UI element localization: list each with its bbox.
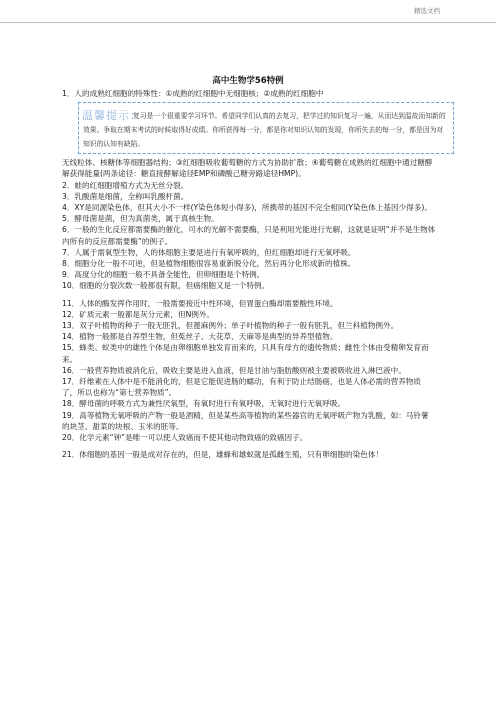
item-1-cont: 无线粒体、核糖体等细胞器结构；③红细胞吸收葡萄糖的方式为协助扩散；④葡萄糖在成熟的红细胞中通过糖酵解获得能量(两条途径：糖直接酵解途径EMP和磷酸己糖旁路途径HMP)。 <box>62 158 433 179</box>
tip-box <box>78 102 454 154</box>
page-header <box>0 0 496 23</box>
item-12: 12．矿质元素一般都是灰分元素，但N例外。 <box>62 309 215 319</box>
tip-text-wrapper <box>83 109 449 151</box>
item-20: 20．化学元素“钟”是唯一可以使人致癌而不使其他动物致癌的致癌因子。 <box>62 433 308 443</box>
document-body <box>62 88 446 460</box>
item-6: 6．一般的生化反应都需要酶的催化，可水的光解不需要酶，只是利用光能进行光解，这就是证明“并不是生物体内所有的反应都需要酶”的例子。 <box>62 225 436 246</box>
item-1: 1．人的成熟红细胞的特殊性：①成熟的红细胞中无细胞核；②成熟的红细胞中 <box>62 89 324 98</box>
item-21: 21．体细胞的基因一般是成对存在的，但是，雄蜂和雄蚁就是孤雌生殖，只有卵细胞的染色体！ <box>62 450 384 460</box>
item-9: 9．高度分化的细胞一般不具备全能性，但卵细胞是个特例。 <box>62 270 265 280</box>
item-13: 13．双子叶植物的种子一般无胚乳，但蓖麻例外；单子叶植物的种子一般有胚乳，但兰科植物例外。 <box>62 321 399 331</box>
item-5: 5．酵母菌是菌，但为真菌类，属于真核生物。 <box>62 214 219 224</box>
item-15: 15．蜂类、蚁类中的雄性个体是由卵细胞单独发育而来的，只具有母方的遗传物质；雌性个体由受精卵发育而来。 <box>62 343 429 364</box>
tip-text: 复习是一个很重要学习环节。希望同学们认真的去复习，把学过的知识复习一遍，从而达到温故而知新的效果。争取在期末考试的时候取得好成绩。你所获得每一分，都是你对知识认知的发现，你所失去的每一分，都是因为对知识的认知有缺陷。 <box>83 112 446 149</box>
item-3: 3．乳酸菌是细菌，全称叫乳酸杆菌。 <box>62 191 189 201</box>
header-label: 精选文档 <box>414 7 440 15</box>
item-10: 10．细胞的分裂次数一般都很有限，但癌细胞又是一个特例。 <box>62 281 270 291</box>
tip-label: 温馨提示： <box>82 109 142 123</box>
item-2: 2．蛙的红细胞增殖方式为无丝分裂。 <box>62 180 189 190</box>
item-18: 18．酵母菌的呼吸方式为兼性厌氧型，有氧时进行有氧呼吸，无氧时进行无氧呼吸。 <box>62 399 346 409</box>
item-17: 17．纤维素在人体中是不能消化的，但是它能促进肠的蠕动，有利于防止结肠癌，也是人体必需的营养物质了，所以也称为“第七营养物质”。 <box>62 377 421 398</box>
document-title: 高中生物学56特例 <box>212 76 284 86</box>
item-16: 16．一般营养物质被消化后，吸收主要是进入血液，但是甘油与脂肪酸则被主要被吸收进入淋巴液中。 <box>62 365 406 375</box>
item-4: 4．XY是同源染色体，但其大小不一样(Y染色体短小得多)，所携带的基因不完全相同(Y染色体上基因少得多)。 <box>62 203 432 213</box>
item-14: 14．植物一般都是自养型生物，但菟丝子、大花草、天麻等是典型的异养型植物。 <box>62 332 338 342</box>
item-11: 11．人体的酶发挥作用时，一般需要接近中性环境，但胃蛋白酶却需要酸性环境。 <box>62 298 338 308</box>
item-7: 7．人属于需氧型生物，人的体细胞主要是进行有氧呼吸的，但红细胞却进行无氧呼吸。 <box>62 247 356 257</box>
item-8: 8．细胞分化一般不可逆，但是植物细胞很容易重新脱分化，然后再分化形成新的植株。 <box>62 259 356 269</box>
item-19: 19．高等植物无氧呼吸的产物一般是酒精，但是某些高等植物的某些器官的无氧呼吸产物为乳酸，如：马铃薯的块茎、甜菜的块根、玉米的胚等。 <box>62 410 429 431</box>
